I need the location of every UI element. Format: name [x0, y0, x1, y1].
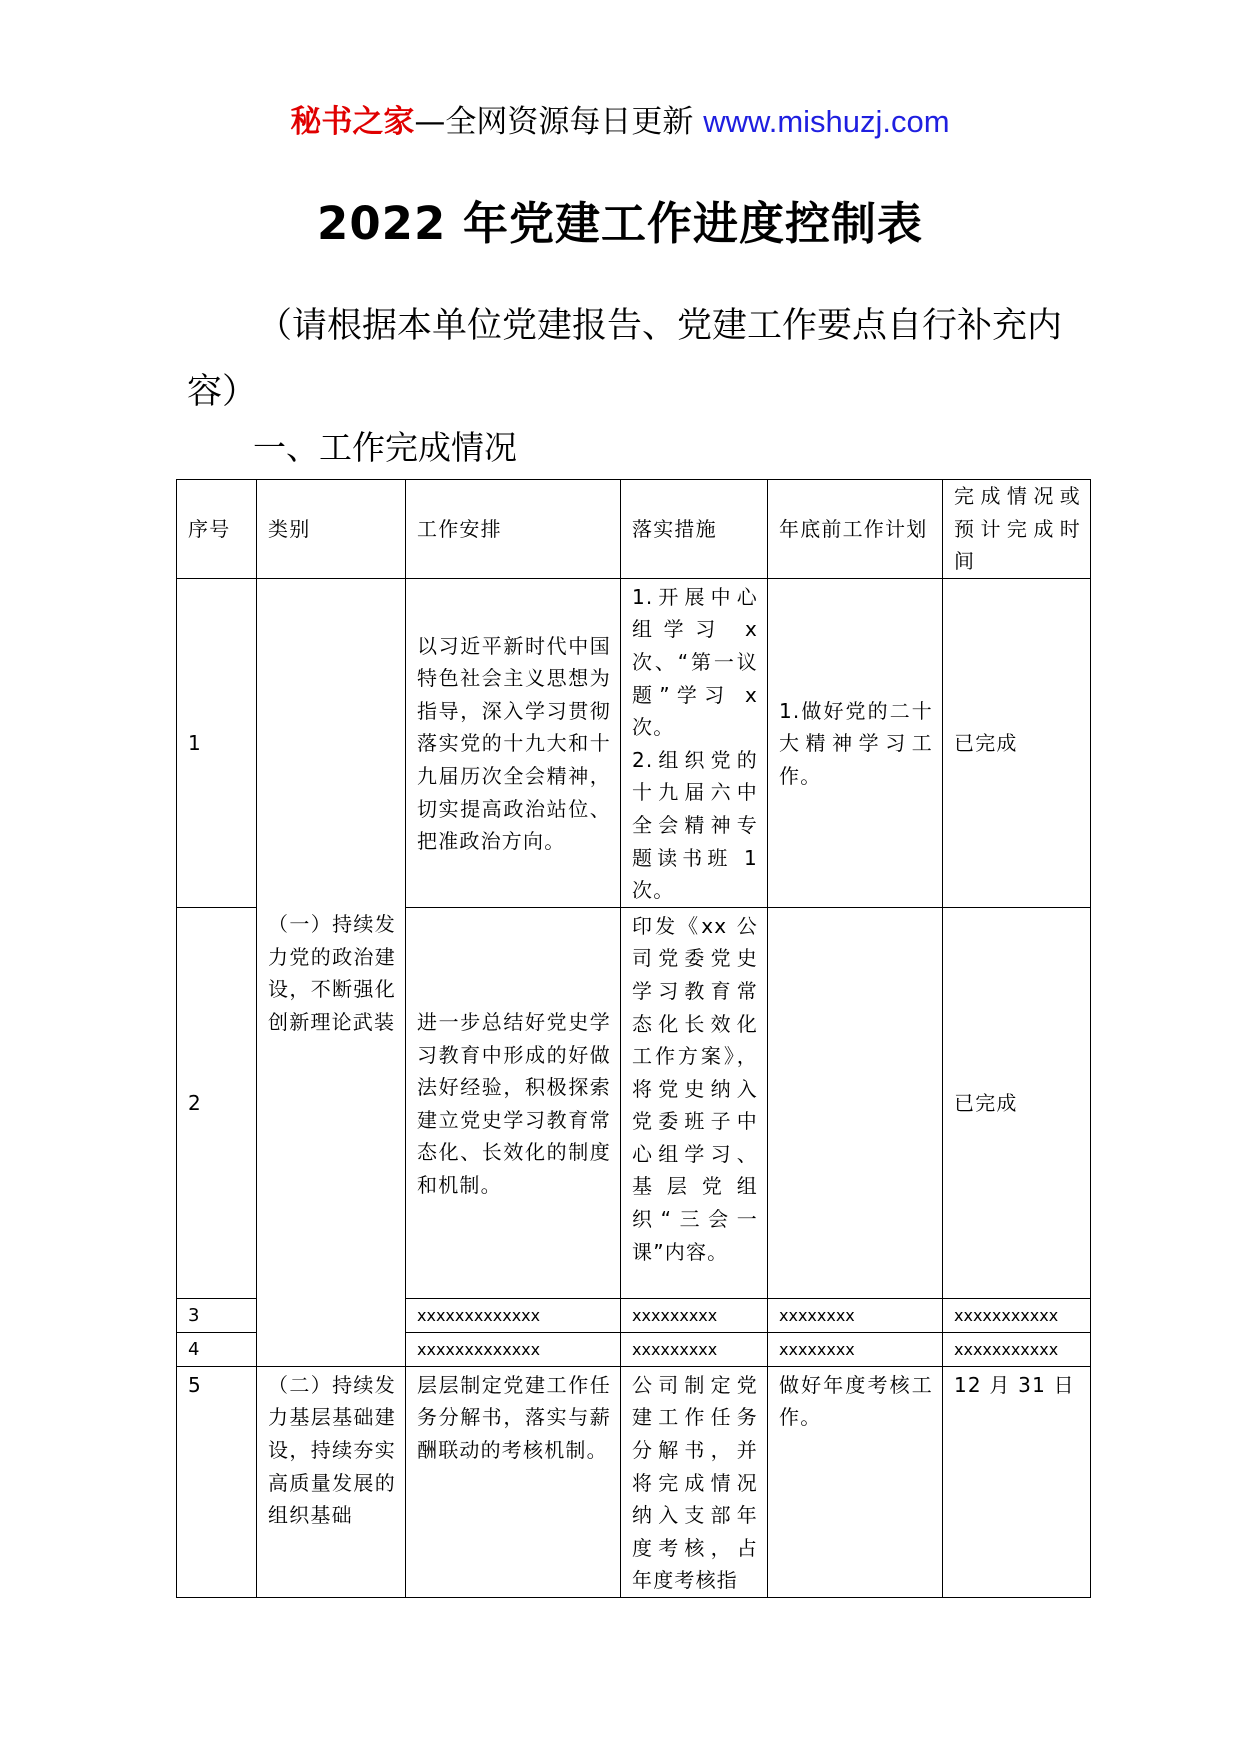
table-row — [177, 578, 1091, 907]
row-status: xxxxxxxxxxx — [943, 1298, 1091, 1332]
document-title: 2022 年党建工作进度控制表 — [317, 197, 923, 250]
row-number: 4 — [177, 1332, 257, 1366]
row-number: 1 — [177, 578, 257, 907]
header-cell-no: 序号 — [177, 480, 257, 579]
row-measures: 1.开展中心组学习 x 次、“第一议题”学习 x 次。 2.组织党的十九届六中全会精神专题读书班 1 次。 — [621, 578, 768, 907]
section-heading: 一、工作完成情况 — [253, 428, 517, 467]
progress-control-table — [176, 479, 1091, 1598]
row-arrangement: 以习近平新时代中国特色社会主义思想为指导，深入学习贯彻落实党的十九大和十九届历次全会精神，切实提高政治站位、把准政治方向。 — [406, 578, 621, 907]
row-arrangement: xxxxxxxxxxxxx — [406, 1298, 621, 1332]
header-cell-arrangement: 工作安排 — [406, 480, 621, 579]
header-cell-plan: 年底前工作计划 — [768, 480, 943, 579]
row-category: （二）持续发力基层基础建设，持续夯实高质量发展的组织基础 — [257, 1366, 406, 1597]
site-banner — [0, 102, 1240, 142]
row-measures: xxxxxxxxx — [621, 1332, 768, 1366]
row-status: xxxxxxxxxxx — [943, 1332, 1091, 1366]
header-cell-status: 完成情况或预计完成时间 — [943, 480, 1091, 579]
header-cell-category: 类别 — [257, 480, 406, 579]
row-number: 5 — [177, 1366, 257, 1597]
row-plan: 做好年度考核工作。 — [768, 1366, 943, 1597]
site-url-link[interactable]: www.mishuzj.com — [703, 104, 950, 139]
table-row — [177, 1366, 1091, 1597]
row-plan: xxxxxxxx — [768, 1298, 943, 1332]
row-measures: 公司制定党建工作任务分解书，并将完成情况纳入支部年度考核，占年度考核指 — [621, 1366, 768, 1597]
row-status: 12 月 31 日 — [943, 1366, 1091, 1597]
row-status: 已完成 — [943, 578, 1091, 907]
row-arrangement: xxxxxxxxxxxxx — [406, 1332, 621, 1366]
row-plan: xxxxxxxx — [768, 1332, 943, 1366]
row-measures: xxxxxxxxx — [621, 1298, 768, 1332]
row-number: 2 — [177, 907, 257, 1298]
row-measures: 印发《xx 公司党委党史学习教育常态化长效化工作方案》，将党史纳入党委班子中心组学习、基层党组织“三会一课”内容。 — [621, 907, 768, 1298]
row-number: 3 — [177, 1298, 257, 1332]
instruction-note: （请根据本单位党建报告、党建工作要点自行补充内容） — [187, 306, 1063, 412]
row-plan — [768, 907, 943, 1298]
row-arrangement: 进一步总结好党史学习教育中形成的好做法好经验，积极探索建立党史学习教育常态化、长效化的制度和机制。 — [406, 907, 621, 1298]
row-category: （一）持续发力党的政治建设，不断强化创新理论武装 — [257, 578, 406, 1366]
row-arrangement: 层层制定党建工作任务分解书，落实与薪酬联动的考核机制。 — [406, 1366, 621, 1597]
row-plan: 1.做好党的二十大精神学习工作。 — [768, 578, 943, 907]
row-status: 已完成 — [943, 907, 1091, 1298]
header-cell-measures: 落实措施 — [621, 480, 768, 579]
site-brand: 秘书之家 — [290, 104, 415, 140]
site-slogan: —全网资源每日更新 — [414, 104, 694, 140]
table-header-row — [177, 480, 1091, 579]
